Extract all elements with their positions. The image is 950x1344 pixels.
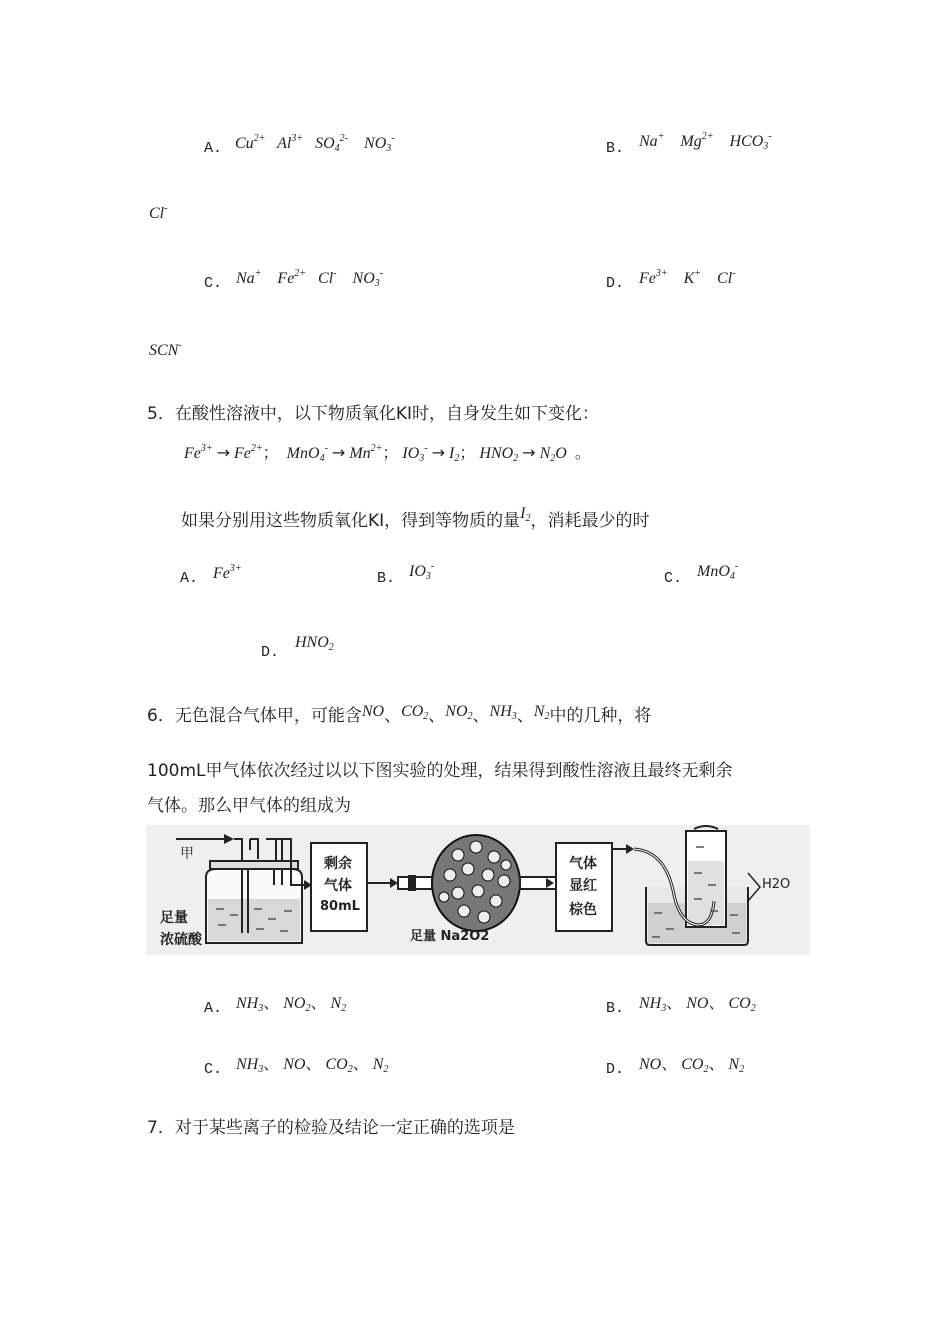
q5-equations: $Fe^{3+} \to Fe^{2+}$； $MnO_4^- \to Mn^{2+}$； $IO_3^- \to I_2$； $HNO_2 \to N_2O$ 。 <box>184 443 591 464</box>
q6-experiment-diagram <box>146 825 810 955</box>
q6-option-b-label: B. <box>606 1000 625 1017</box>
q6-option-b-chem: $NH_3$、 NO、 $CO_2$ <box>639 993 756 1014</box>
acid-label-2: 浓硫酸 <box>160 932 202 948</box>
q4-option-d-label: D. <box>606 275 625 292</box>
q5-option-d-chem: $HNO_2$ <box>295 634 334 653</box>
q5-line2: 如果分别用这些物质氧化KI，得到等物质的量$I_2$，消耗最少的时 <box>181 505 650 531</box>
q5-option-b-chem: $IO_3^-$ <box>409 561 435 582</box>
na2o2-label: 足量 Na2O2 <box>410 929 490 944</box>
q5-option-c-chem: MnO$_4$- <box>697 561 739 582</box>
q6-option-d-label: D. <box>606 1061 625 1078</box>
box2-line-2: 显红 <box>569 878 597 894</box>
wash-bottle <box>206 839 302 943</box>
inlet-label: 甲 <box>180 846 194 862</box>
acid-label-1: 足量 <box>160 910 188 926</box>
q4-option-b-ions: Na+ $Mg^{2+}$ $HCO_3^-$ <box>639 131 772 152</box>
q4-option-b-tail: Cl- <box>149 203 168 222</box>
q5-option-c-label: C. <box>664 570 683 587</box>
q6-option-c-label: C. <box>204 1061 223 1078</box>
q6-line2: 100mL甲气体依次经过以以下图实验的处理，结果得到酸性溶液且最终无剩余 <box>147 761 733 781</box>
connector-2 <box>367 878 398 888</box>
q4-option-d-tail: SCN- <box>149 340 182 359</box>
q4-option-a-label: A. <box>204 140 223 157</box>
q4-option-d-ions: $Fe^{3+}$ K+ Cl- <box>639 268 736 287</box>
box2-line-1: 气体 <box>569 856 597 872</box>
q5-option-b-label: B. <box>377 570 396 587</box>
q5-option-d-label: D. <box>261 644 280 661</box>
water-trough <box>634 826 748 945</box>
q6-option-a-chem: $NH_3$、 $NO_2$、 $N_2$ <box>236 993 347 1014</box>
q6-stem: 6．无色混合气体甲，可能含NO、$CO_2$、$NO_2$、$NH_3$、$N_2$中的几种，将 <box>147 703 652 726</box>
box1-line-2: 气体 <box>324 878 352 894</box>
q5-option-a-chem: $Fe^{3+}$ <box>213 563 242 582</box>
q6-option-a-label: A. <box>204 1000 223 1017</box>
q4-option-c-ions: Na+ $Fe^{2+}$ Cl- $NO_3^-$ <box>236 268 384 289</box>
q4-option-b-label: B. <box>606 140 625 157</box>
q7-stem: 7．对于某些离子的检验及结论一定正确的选项是 <box>147 1118 515 1138</box>
q6-option-c-chem: $NH_3$、 NO、 $CO_2$、 $N_2$ <box>236 1054 389 1075</box>
water-pointer <box>748 873 760 901</box>
na2o2-tube <box>398 835 556 931</box>
q5-option-a-label: A. <box>180 570 199 587</box>
box1-line-3: 80mL <box>320 899 360 914</box>
q5-stem: 5．在酸性溶液中，以下物质氧化KI时，自身发生如下变化： <box>147 404 599 424</box>
connector-4 <box>612 844 634 854</box>
box1-line-1: 剩余 <box>324 856 352 872</box>
q6-line3: 气体。那么甲气体的组成为 <box>147 796 351 816</box>
q6-option-d-chem: NO、 $CO_2$、 $N_2$ <box>639 1054 745 1075</box>
q4-option-c-label: C. <box>204 275 223 292</box>
water-label: H2O <box>762 877 791 892</box>
q4-option-a-ions: $Cu^{2+}$ $Al^{3+}$ $SO_4^{2-}$ $NO_3^-$ <box>235 133 395 154</box>
box2-line-3: 棕色 <box>569 902 597 918</box>
